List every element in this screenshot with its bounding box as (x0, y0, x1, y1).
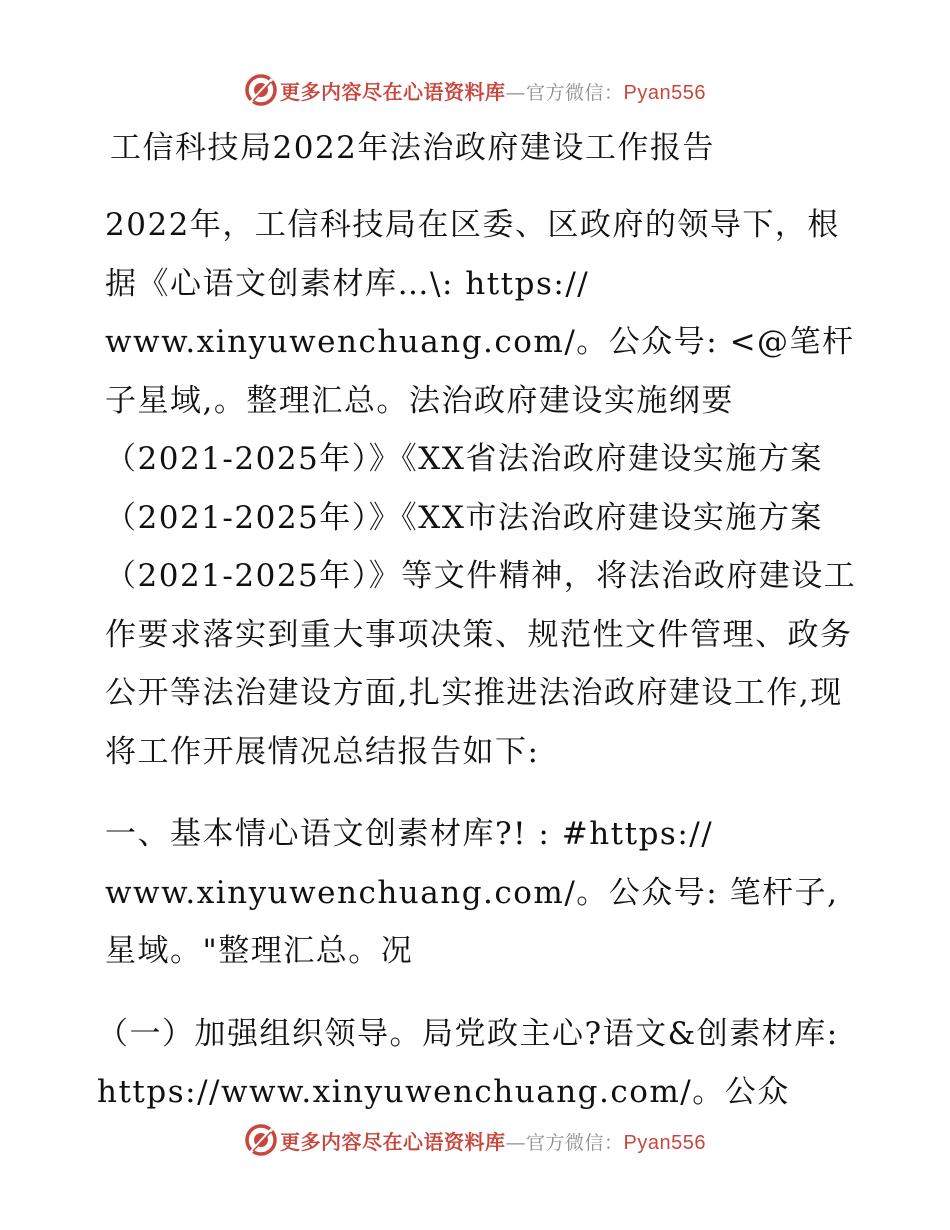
document-title: 工信科技局2022年法治政府建设工作报告 (110, 130, 715, 166)
header-watermark-banner (0, 70, 950, 110)
logo-icon (244, 73, 278, 107)
subsection-paragraph: （一）加强组织领导。局党政主心?语文&创素材库: https://www.xinyuwenchuang.com/。公众 (97, 1015, 839, 1110)
intro-paragraph: 2022年，工信科技局在区委、区政府的领导下，根据《心语文创素材库…\: https:// www.xinyuwenchuang.com/。公众号: <@笔杆子星域,。整理汇总。法治政府建设实施纲要（2021-2025年）》《XX省法治政府建设实施方案（2021-2025年）》《XX市法治政府建设实施方案（2021-2025年）》等文件精神，将法治政府建设工作要求落实到重大事项决策、规范性文件管理、政务公开等法治建设方面,扎实推进法治政府建设工作,现将工作开展情况总结报告如下: (105, 207, 857, 770)
watermark-text: 更多内容尽在心语资料库—官方微信：Pyan556 (280, 1129, 706, 1154)
watermark-text: 更多内容尽在心语资料库—官方微信：Pyan556 (280, 79, 706, 104)
logo-icon (244, 1123, 278, 1157)
document-body (97, 120, 857, 1122)
footer-watermark-banner (0, 1120, 950, 1160)
section-heading-paragraph: 一、基本情心语文创素材库?! : #https:// www.xinyuwenchuang.com/。公众号: 笔杆子,星域。"整理汇总。况 (105, 816, 839, 969)
